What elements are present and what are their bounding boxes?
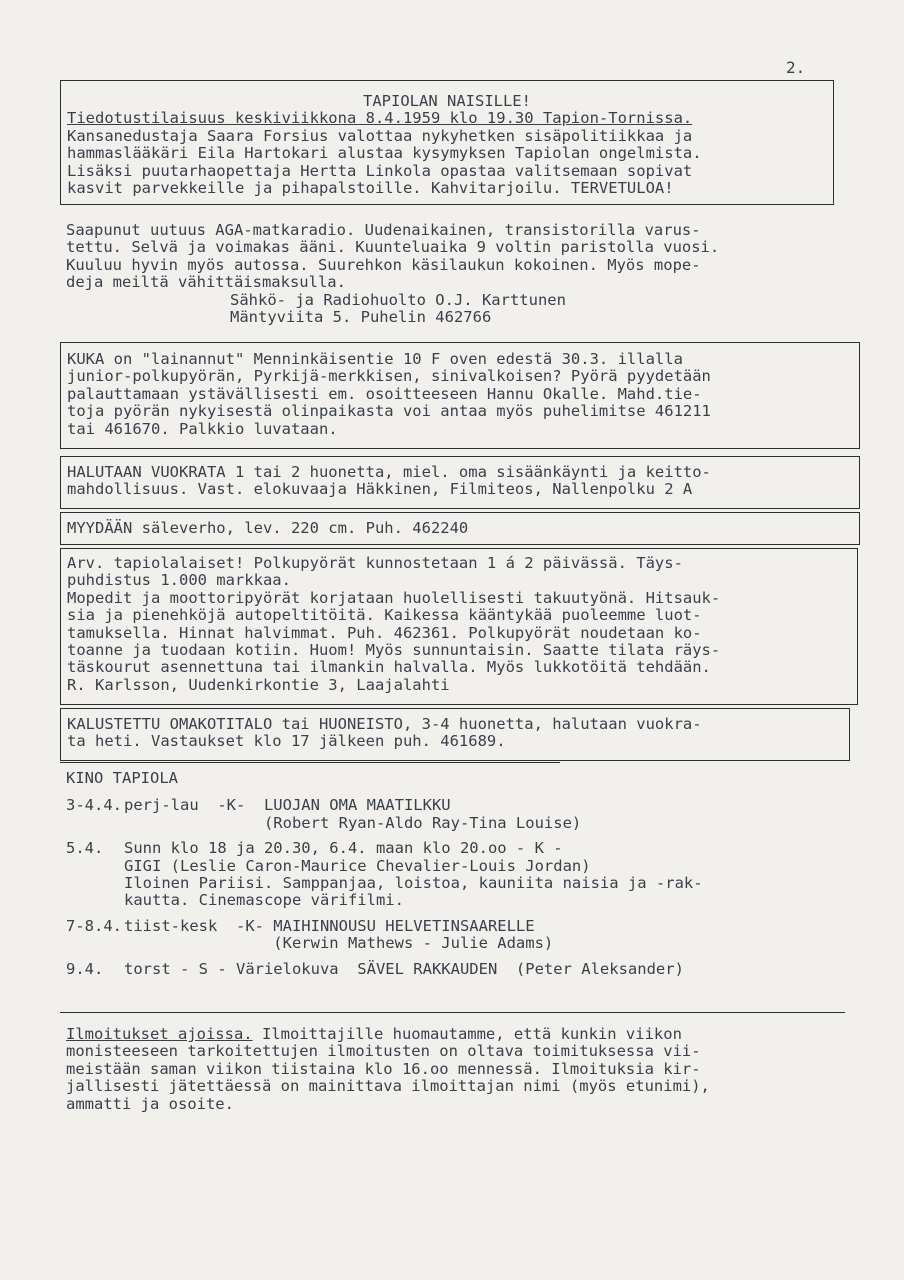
ad-line: deja meiltä vähittäismaksulla. xyxy=(66,273,346,292)
page-number: 2. xyxy=(786,58,806,77)
kino-line: torst - S - Värielokuva SÄVEL RAKKAUDEN (Peter Aleksander) xyxy=(124,959,684,978)
ad-line: täskourut asennettuna tai ilmankin halvalla. Myös lukkotöitä tehdään. xyxy=(67,658,711,677)
ad-kalustettu-omakotitalo xyxy=(60,708,850,761)
ad-title: TAPIOLAN NAISILLE! xyxy=(363,92,531,110)
ad-myydaan xyxy=(60,512,860,545)
kino-heading: KINO TAPIOLA xyxy=(66,769,178,787)
ad-line: Arv. tapiolalaiset! Polkupyörät kunnostetaan 1 á 2 päivässä. Täys- xyxy=(67,554,683,572)
ad-line: KUKA on "lainannut" Menninkäisentie 10 F oven edestä 30.3. illalla xyxy=(67,350,683,368)
ad-line: toanne ja tuodaan kotiin. Huom! Myös sunnuntaisin. Saatte tilata räys- xyxy=(67,641,721,660)
ad-line: tettu. Selvä ja voimakas ääni. Kuunteluaika 9 voltin paristolla vuosi. xyxy=(66,238,720,257)
notice-section xyxy=(66,1026,856,1113)
ad-line: kasvit parvekkeille ja pihapalstoille. Kahvitarjoilu. TERVETULOA! xyxy=(67,179,674,198)
ad-line: hammaslääkäri Eila Hartokari alustaa kysymyksen Tapiolan ongelmista. xyxy=(67,144,702,163)
kino-tapiola-section xyxy=(66,770,846,978)
kino-line: (Kerwin Mathews - Julie Adams) xyxy=(124,934,554,953)
ad-tapiolan-naisille xyxy=(60,80,834,205)
ad-line: Tiedotustilaisuus keskiviikkona 8.4.1959 klo 19.30 Tapion-Tornissa. xyxy=(67,109,693,128)
kino-entry xyxy=(66,840,846,910)
ad-line: KALUSTETTU OMAKOTITALO tai HUONEISTO, 3-4 huonetta, halutaan vuokra- xyxy=(67,715,702,733)
ad-line: R. Karlsson, Uudenkirkontie 3, Laajalahti xyxy=(67,675,450,694)
ad-signature: Mäntyviita 5. Puhelin 462766 xyxy=(230,308,492,327)
kino-line: (Robert Ryan-Aldo Ray-Tina Louise) xyxy=(124,813,582,832)
ad-signature: Sähkö- ja Radiohuolto O.J. Karttunen xyxy=(230,290,566,309)
ad-line: ta heti. Vastaukset klo 17 jälkeen puh. 461689. xyxy=(67,732,506,751)
ad-line: Kuuluu hyvin myös autossa. Suurehkon käsilaukun kokoinen. Myös mope- xyxy=(66,255,701,274)
notice-first-line xyxy=(66,1026,856,1043)
kino-line: Sunn klo 18 ja 20.30, 6.4. maan klo 20.oo - K - xyxy=(124,839,563,858)
ad-line: Lisäksi puutarhaopettaja Hertta Linkola opastaa valitsemaan sopivat xyxy=(67,161,693,180)
ad-line: tamuksella. Hinnat halvimmat. Puh. 462361. Polkupyörät noudetaan ko- xyxy=(67,623,702,642)
notice-line: meistään saman viikon tiistaina klo 16.oo mennessä. Ilmoituksia kir- xyxy=(66,1059,701,1078)
ad-line: sia ja pienehköjä autopeltitöitä. Kaikessa kääntykää puoleemme luot- xyxy=(67,606,702,625)
ad-line: mahdollisuus. Vast. elokuvaaja Häkkinen, Filmiteos, Nallenpolku 2 A xyxy=(67,480,693,499)
kino-date: 3-4.4. xyxy=(66,796,122,815)
ad-line: MYYDÄÄN säleverho, lev. 220 cm. Puh. 462240 xyxy=(67,519,469,537)
divider xyxy=(60,1012,845,1013)
notice-heading: Ilmoitukset ajoissa. xyxy=(66,1025,253,1043)
notice-line: monisteeseen tarkoitettujen ilmoitusten on oltava toimituksessa vii- xyxy=(66,1042,701,1061)
ad-halutaan-vuokrata xyxy=(60,456,860,509)
kino-line: tiist-kesk -K- MAIHINNOUSU HELVETINSAARELLE xyxy=(124,916,535,935)
kino-entry xyxy=(66,961,846,978)
notice-line: ammatti ja osoite. xyxy=(66,1094,234,1113)
kino-line: GIGI (Leslie Caron-Maurice Chevalier-Louis Jordan) xyxy=(124,856,591,875)
kino-line: Iloinen Pariisi. Samppanjaa, loistoa, kauniita naisia ja -rak- xyxy=(124,874,703,893)
kino-entry xyxy=(66,797,846,832)
notice-text: Ilmoittajille huomautamme, että kunkin viikon xyxy=(252,1025,682,1043)
ad-kuka-lainannut xyxy=(60,342,860,449)
ad-line: toja pyörän nykyisestä olinpaikasta voi antaa myös puhelimitse 461211 xyxy=(67,402,711,421)
kino-date: 5.4. xyxy=(66,839,104,858)
kino-line: kautta. Cinemascope värifilmi. xyxy=(124,891,404,910)
ad-polkupyorat xyxy=(60,548,858,705)
ad-line: HALUTAAN VUOKRATA 1 tai 2 huonetta, miel. oma sisäänkäynti ja keitto- xyxy=(67,463,711,481)
ad-line: tai 461670. Palkkio luvataan. xyxy=(67,419,338,438)
ad-line: palauttamaan ystävällisesti em. osoitteeseen Hannu Okalle. Mahd.tie- xyxy=(67,384,702,403)
ad-line: Mopedit ja moottoripyörät korjataan huolellisesti takuutyönä. Hitsauk- xyxy=(67,588,721,607)
ad-aga-matkaradio xyxy=(66,222,856,326)
kino-date: 9.4. xyxy=(66,959,104,978)
kino-date: 7-8.4. xyxy=(66,916,122,935)
notice-line: jallisesti jätettäessä on mainittava ilmoittajan nimi (myös etunimi), xyxy=(66,1077,710,1096)
ad-line: Saapunut uutuus AGA-matkaradio. Uudenaikainen, transistorilla varus- xyxy=(66,221,701,239)
ad-line: junior-polkupyörän, Pyrkijä-merkkisen, sinivalkoisen? Pyörä pyydetään xyxy=(67,367,711,386)
divider xyxy=(60,762,560,763)
kino-line: perj-lau -K- LUOJAN OMA MAATILKKU xyxy=(124,796,451,815)
kino-entry xyxy=(66,918,846,953)
ad-line: puhdistus 1.000 markkaa. xyxy=(67,571,291,590)
ad-line: Kansanedustaja Saara Forsius valottaa nykyhetken sisäpolitiikkaa ja xyxy=(67,126,693,145)
